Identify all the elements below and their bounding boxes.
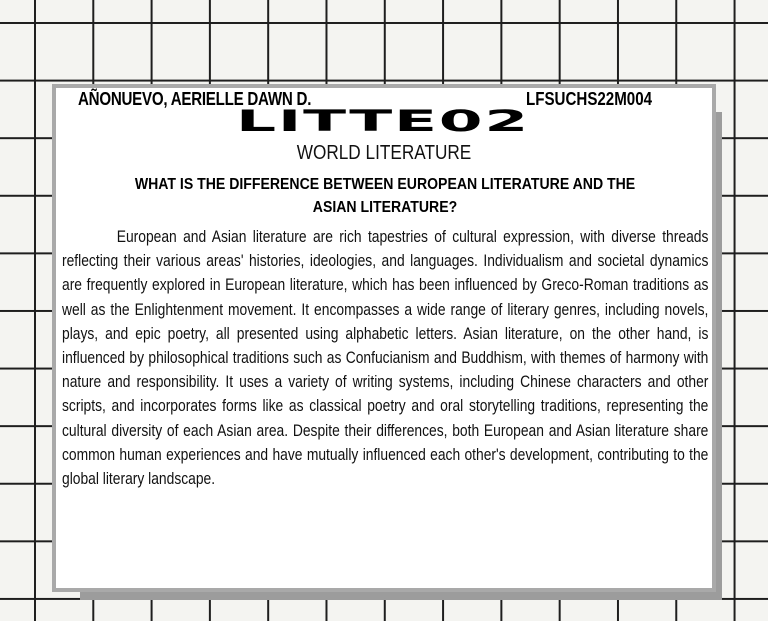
question-text: WHAT IS THE DIFFERENCE BETWEEN EUROPEAN LITERATURE AND THE ASIAN LITERATURE? [134,176,636,216]
course-subtitle: WORLD LITERATURE [296,142,472,164]
question-heading [90,173,680,219]
course-code-title: LITTE02 [236,104,530,139]
student-code: LFSUCHS22M004 [526,89,653,109]
answer-paragraph: European and Asian literature are rich tapestries of cultural expression, with diverse threads reflecting their various areas' histories, ideologies, and languages. Individualism and societal dynamics are frequently explored in European literature, which has been influenced by Greco-Roman traditions as well as the Enlightenment movement. It encompasses a wide range of literary genres, including novels, plays, and epic poetry, all presented using alphabetic letters. Asian literature, on the other hand, is influenced by philosophical traditions such as Confucianism and Buddhism, with themes of harmony with nature and responsibility. It uses a variety of writing systems, including Chinese characters and other scripts, and incorporates forms like as classical poetry and oral storytelling traditions, representing the cultural diversity of each Asian area. Despite their differences, both European and Asian literature share common human experiences and have mutually influenced each other's development, contributing to the global literary landscape. [62,228,709,489]
student-name: AÑONUEVO, AERIELLE DAWN D. [78,89,312,109]
